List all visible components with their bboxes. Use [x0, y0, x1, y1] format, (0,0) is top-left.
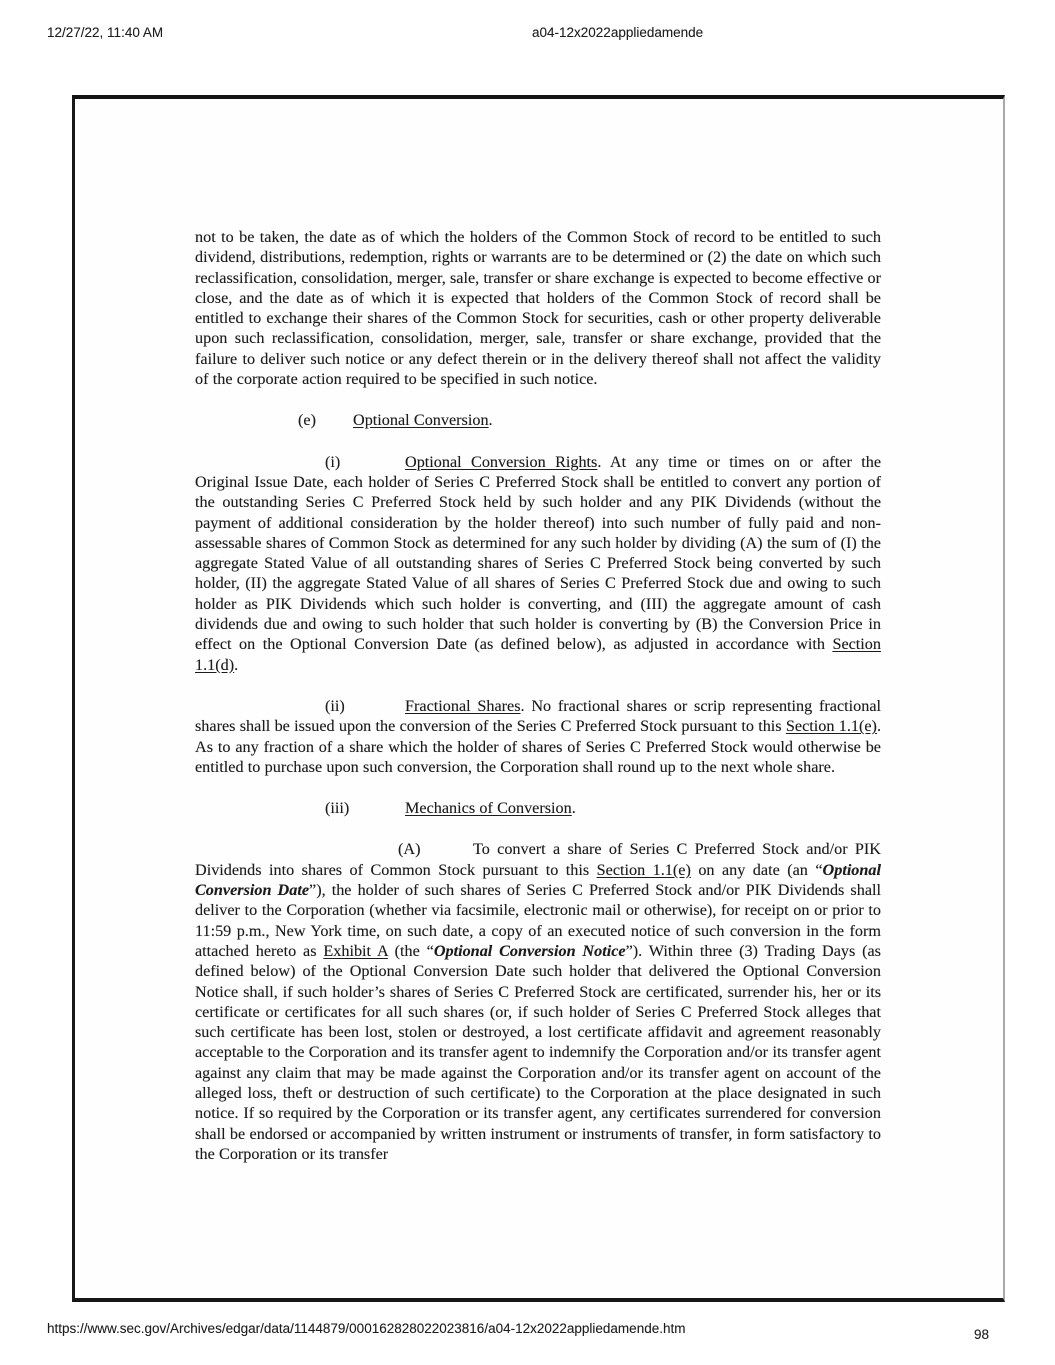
paragraph-label: (A)	[398, 840, 421, 859]
body-text: .	[234, 655, 239, 674]
underlined-text: Mechanics of Conversion	[405, 799, 572, 818]
body-text: . As to any fraction of a share which the holder of shares of Series C Preferred Stock would otherwise be entitled to purchase upon such conversion, the Corporation shall round up to the next whole share.	[195, 717, 881, 776]
underlined-text: Exhibit A	[323, 941, 388, 960]
paragraph-4	[195, 696, 881, 777]
paragraph-label: (iii)	[325, 799, 350, 818]
header-doc-title: a04-12x2022appliedamende	[532, 25, 704, 40]
document-content	[195, 227, 881, 1185]
body-text: on any date (an “	[690, 860, 823, 879]
body-text: To convert a share of Series C Preferred Stock and/or PIK Dividends into shares of Common Stock pursuant to this	[195, 840, 881, 879]
underlined-text: Fractional Shares	[405, 696, 521, 715]
defined-term: Optional Conversion Date	[195, 860, 881, 900]
header-datetime: 12/27/22, 11:40 AM	[47, 25, 164, 40]
paragraph-2	[195, 410, 881, 430]
underlined-text: Section 1.1(e)	[785, 717, 877, 736]
underlined-text: Section 1.1(d)	[195, 635, 881, 674]
body-text: ”), the holder of such shares of Series C Preferred Stock and/or PIK Dividends shall deliver to the Corporation (whether via facsimile, electronic mail or otherwise), for receipt on or prior to 11:59 p.m., New York time, on such date, a copy of an executed notice of such conversion in the form attached hereto as	[195, 881, 881, 960]
body-text: .	[488, 411, 493, 430]
document-page-border	[72, 95, 1005, 1302]
underlined-text: Optional Conversion	[353, 411, 489, 430]
body-text: (the “	[387, 941, 434, 960]
footer-page-number: 98	[974, 1327, 990, 1342]
body-text: . No fractional shares or scrip representing fractional shares shall be issued upon the conversion of the Series C Preferred Stock pursuant to this	[195, 696, 882, 736]
paragraph-label: (ii)	[325, 696, 345, 715]
body-text: ”). Within three (3) Trading Days (as defined below) of the Optional Conversion Date such holder that delivered the Optional Conversion Notice shall, if such holder’s shares of Series C Preferred Stock are certificated, surrender his, her or its certificate or certificates for all such shares (or, if such holder of Series C Preferred Stock alleges that such certificate has been lost, stolen or destroyed, a lost certificate affidavit and agreement reasonably acceptable to the Corporation and its transfer agent to indemnify the Corporation and/or its transfer agent against any claim that may be made against the Corporation and/or its transfer agent on account of the alleged loss, theft or destruction of such certificate) to the Corporation at the place designated in such notice. If so required by the Corporation or its transfer agent, any certificates surrendered for conversion shall be endorsed or accompanied by written instrument or instruments of transfer, in form satisfactory to the Corporation or its transfer	[195, 941, 881, 1163]
body-text: not to be taken, the date as of which the holders of the Common Stock of record to be entitled to such dividend, distributions, redemption, rights or warrants are to be determined or (2) the date on which such reclassification, consolidation, merger, sale, transfer or share exchange is expected to become effective or close, and the date as of which it is expected that holders of the Common Stock of record shall be entitled to exchange their shares of the Common Stock for securities, cash or other property deliverable upon such reclassification, consolidation, merger, sale, transfer or share exchange, provided that the failure to deliver such notice or any defect therein or in the delivery thereof shall not affect the validity of the corporate action required to be specified in such notice.	[195, 228, 881, 389]
defined-term: Optional Conversion Notice	[433, 941, 626, 960]
footer-url: https://www.sec.gov/Archives/edgar/data/1144879/000162828022023816/a04-12x2022appliedamende.htm	[47, 1321, 686, 1336]
paragraph-label: (i)	[325, 452, 341, 471]
body-text: . At any time or times on or after the Original Issue Date, each holder of Series C Preferred Stock shall be entitled to convert any portion of the outstanding Series C Preferred Stock held by such holder and any PIK Dividends (without the payment of additional consideration by the holder thereof) into such number of fully paid and non-assessable shares of Common Stock as determined for any such holder by dividing (A) the sum of (I) the aggregate Stated Value of all outstanding shares of Series C Preferred Stock being converted by such holder, (II) the aggregate Stated Value of all shares of Series C Preferred Stock due and owing to such holder as PIK Dividends which such holder is converting, and (III) the aggregate amount of cash dividends due and owing to such holder that such holder is converting by (B) the Conversion Price in effect on the Optional Conversion Date (as defined below), as adjusted in accordance with	[195, 452, 882, 654]
paragraph-5	[195, 798, 881, 818]
underlined-text: Section 1.1(e)	[596, 860, 691, 879]
paragraph-3	[195, 452, 881, 675]
paragraph-6	[195, 839, 881, 1164]
underlined-text: Optional Conversion Rights	[405, 452, 598, 471]
paragraph-1	[195, 227, 881, 389]
paragraph-label: (e)	[298, 411, 316, 430]
body-text: .	[571, 799, 576, 818]
